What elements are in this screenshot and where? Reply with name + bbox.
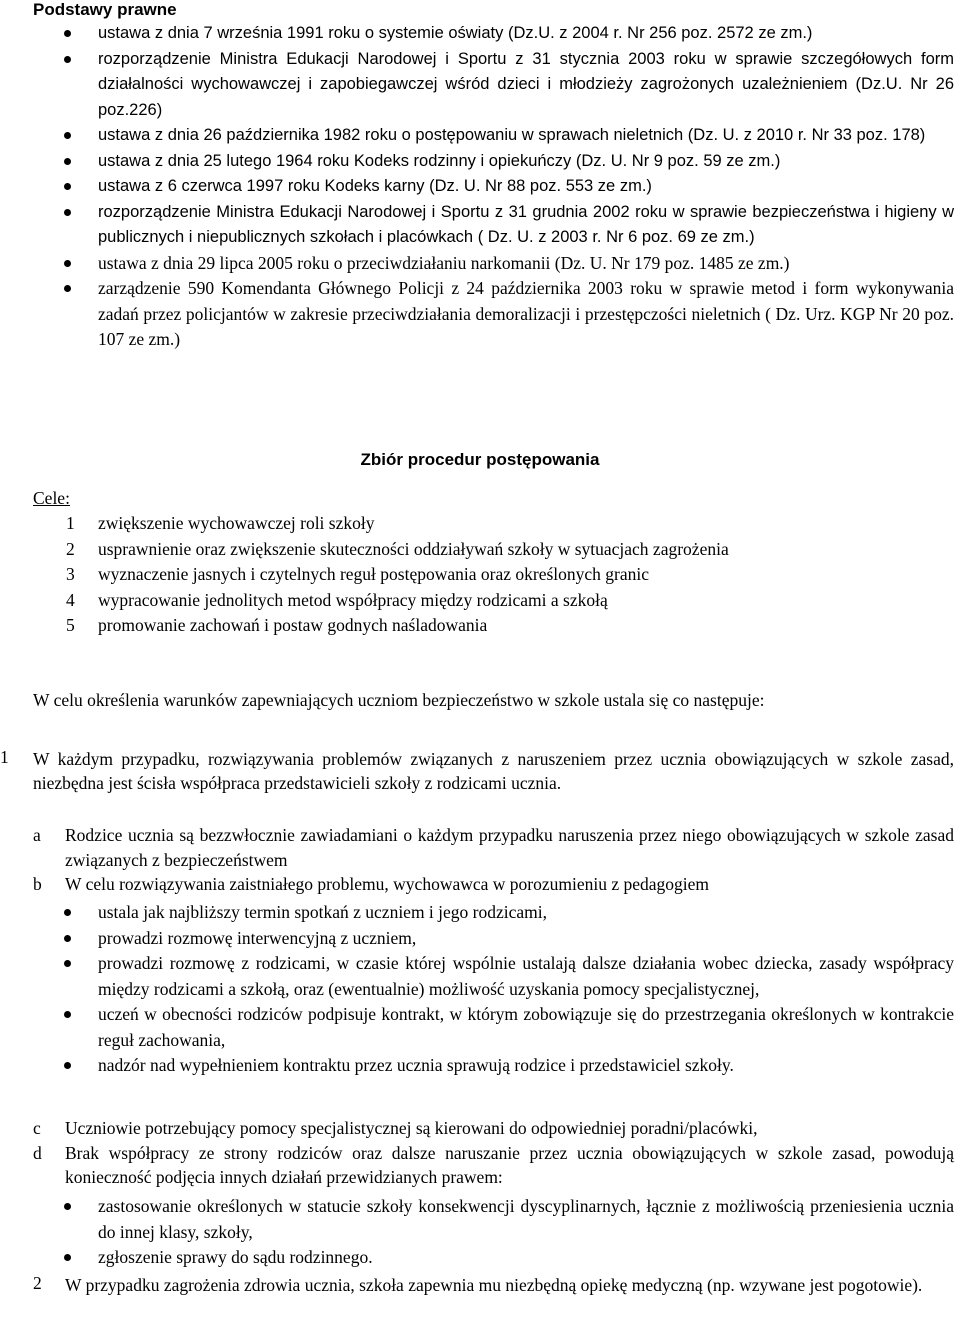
- legal-basis-item: zarządzenie 590 Komendanta Głównego Policji z 24 października 2003 roku w sprawie metod i form wykonywania zadań przez policjantów w zakresie przeciwdziałania demoralizacji i przestępczości nieletnich ( Dz. Urz. KGP Nr 20 poz. 107 ze zm.): [0, 276, 960, 353]
- goal-number: 3: [66, 564, 75, 584]
- subpoint-b: [0, 872, 960, 897]
- point-number: 2: [33, 1273, 42, 1293]
- point-1-subpoints-cd: [0, 1116, 960, 1190]
- subpoint-b-item: uczeń w obecności rodziców podpisuje kontrakt, w którym zobowiązuje się do przestrzegania określonych w kontrakcie reguł zachowania,: [0, 1002, 960, 1053]
- goal-number: 2: [66, 538, 75, 559]
- goal-number: 4: [66, 589, 75, 610]
- goal-number: 5: [66, 615, 75, 635]
- legal-basis-item: ustawa z dnia 26 października 1982 roku o postępowaniu w sprawach nieletnich (Dz. U. z 2010 r. Nr 33 poz. 178): [0, 123, 960, 149]
- point-1-subpoints: [0, 823, 960, 897]
- subpoint-text: Rodzice ucznia są bezzwłocznie zawiadamiani o każdym przypadku naruszenia przez niego obowiązujących w szkole zasad związanych z bezpieczeństwem: [65, 825, 954, 870]
- legal-basis-item: ustawa z dnia 25 lutego 1964 roku Kodeks rodzinny i opiekuńczy (Dz. U. Nr 9 poz. 59 ze zm.): [0, 149, 960, 175]
- subpoint-letter: c: [33, 1118, 41, 1138]
- point-2: [0, 1273, 960, 1298]
- subpoint-letter: d: [33, 1142, 42, 1163]
- subpoint-b-item: ustala jak najbliższy termin spotkań z uczniem i jego rodzicami,: [0, 900, 960, 926]
- legal-basis-item: rozporządzenie Ministra Edukacji Narodowej i Sportu z 31 stycznia 2003 roku w sprawie szczegółowych form działalności wychowawczej i zapobiegawczej wśród dzieci i młodzieży zagrożonych uzależnieniem (Dz.U. Nr 26 poz.226): [0, 47, 960, 124]
- subpoint-text: Brak współpracy ze strony rodziców oraz dalsze naruszanie przez ucznia obowiązujących w szkole zasad, powodują konieczność podjęcia innych działań przewidzianych prawem:: [65, 1142, 954, 1187]
- safety-intro: W celu określenia warunków zapewniających uczniom bezpieczeństwo w szkole ustala się co następuje:: [33, 690, 765, 710]
- legal-basis-item: ustawa z dnia 29 lipca 2005 roku o przeciwdziałaniu narkomanii (Dz. U. Nr 179 poz. 1485 ze zm.): [0, 251, 960, 277]
- goal-text: wypracowanie jednolitych metod współpracy między rodzicami a szkołą: [98, 589, 608, 610]
- subpoint-b-item: nadzór nad wypełnieniem kontraktu przez ucznia sprawują rodzice i przedstawiciel szkoły.: [0, 1053, 960, 1079]
- goal-number: 1: [66, 513, 75, 533]
- subpoint-letter: b: [33, 874, 42, 894]
- legal-basis-item: ustawa z dnia 7 września 1991 roku o systemie oświaty (Dz.U. z 2004 r. Nr 256 poz. 2572 ze zm.): [0, 21, 960, 47]
- subpoint-d: [0, 1141, 960, 1190]
- subpoint-c: [0, 1116, 960, 1141]
- goal-text: wyznaczenie jasnych i czytelnych reguł postępowania oraz określonych granic: [98, 564, 650, 584]
- subpoint-d-list: [0, 1194, 960, 1271]
- point-1: [0, 747, 960, 795]
- point-number: 1: [0, 747, 9, 767]
- legal-basis-item: rozporządzenie Ministra Edukacji Narodowej i Sportu z 31 grudnia 2002 roku w sprawie bezpieczeństwa i higieny w publicznych i niepublicznych szkołach i placówkach ( Dz. U. z 2003 r. Nr 6 poz. 69 ze zm.): [0, 200, 960, 251]
- subpoint-d-item: zgłoszenie sprawy do sądu rodzinnego.: [0, 1245, 960, 1271]
- subpoint-text: W celu rozwiązywania zaistniałego problemu, wychowawca w porozumieniu z pedagogiem: [65, 874, 710, 894]
- legal-basis-heading: Podstawy prawne: [33, 0, 177, 19]
- legal-basis-list: [0, 21, 960, 353]
- subpoint-text: Uczniowie potrzebujący pomocy specjalistycznej są kierowani do odpowiedniej poradni/placówki,: [65, 1118, 758, 1138]
- goal-text: promowanie zachowań i postaw godnych naśladowania: [98, 615, 488, 635]
- procedures-title: Zbiór procedur postępowania: [360, 450, 600, 469]
- goal-text: usprawnienie oraz zwiększenie skuteczności oddziaływań szkoły w sytuacjach zagrożenia: [98, 538, 729, 559]
- subpoint-b-list: [0, 900, 960, 1079]
- subpoint-a: [0, 823, 960, 872]
- subpoint-b-item: prowadzi rozmowę z rodzicami, w czasie której wspólnie ustalają dalsze działania wobec dziecka, zasady współpracy między rodzicami a szkołą, oraz (ewentualnie) możliwość uzyskania pomocy specjalistycznej,: [0, 951, 960, 1002]
- point-text: W każdym przypadku, rozwiązywania problemów związanych z naruszeniem przez ucznia obowiązujących w szkole zasad, niezbędna jest ścisła współpraca przedstawicieli szkoły z rodzicami ucznia.: [33, 749, 954, 793]
- subpoint-letter: a: [33, 825, 41, 845]
- subpoint-d-item: zastosowanie określonych w statucie szkoły konsekwencji dyscyplinarnych, łącznie z możliwością przeniesienia ucznia do innej klasy, szkoły,: [0, 1194, 960, 1245]
- subpoint-b-item: prowadzi rozmowę interwencyjną z uczniem,: [0, 926, 960, 952]
- goal-text: zwiększenie wychowawczej roli szkoły: [98, 513, 375, 533]
- goals-label: Cele:: [33, 488, 70, 508]
- point-text: W przypadku zagrożenia zdrowia ucznia, szkoła zapewnia mu niezbędną opiekę medyczną (np. wzywane jest pogotowie).: [65, 1275, 923, 1295]
- legal-basis-item: ustawa z 6 czerwca 1997 roku Kodeks karny (Dz. U. Nr 88 poz. 553 ze zm.): [0, 174, 960, 200]
